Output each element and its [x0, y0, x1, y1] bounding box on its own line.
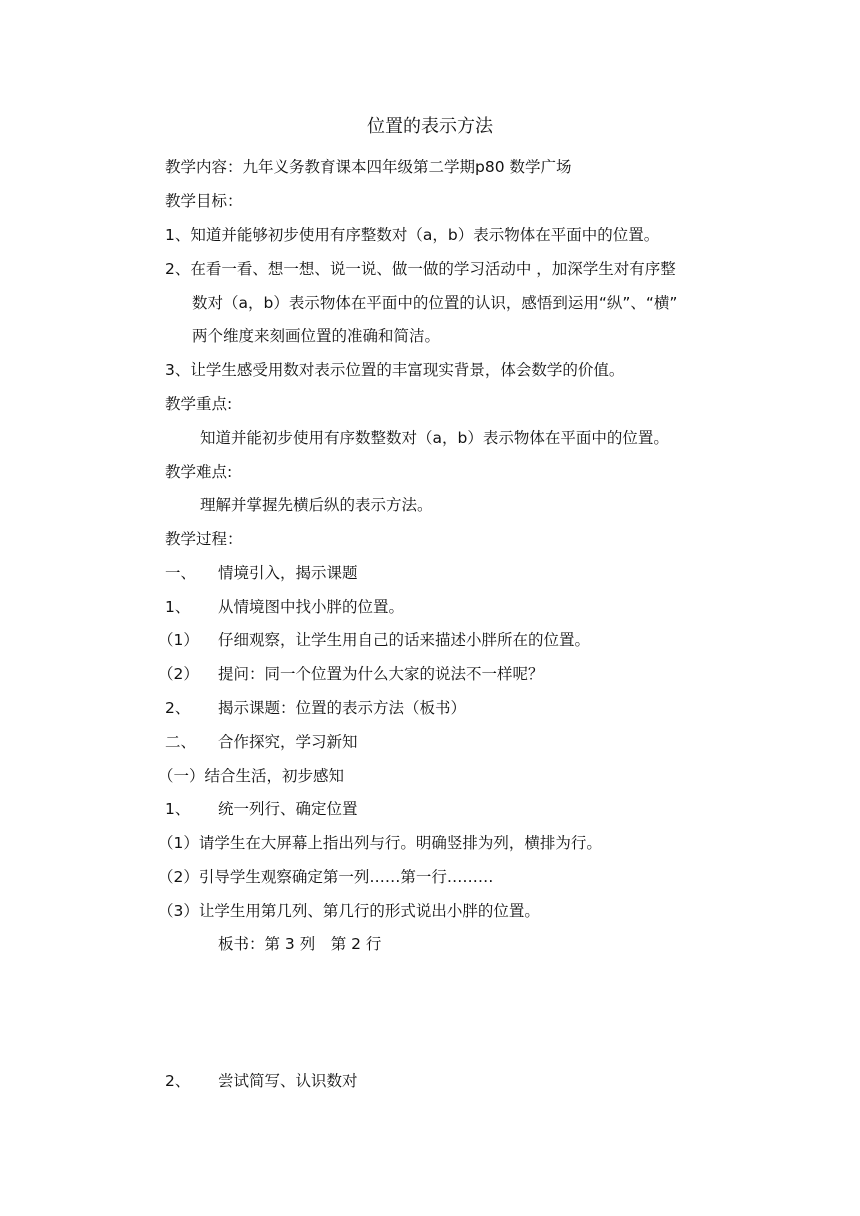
subsection-heading: （一）结合生活，初步感知 — [158, 767, 345, 785]
key-point: 知道并能初步使用有序数整数对（a，b）表示物体在平面中的位置。 — [200, 429, 669, 447]
last-step-marker: 2、 — [165, 1072, 191, 1090]
part-2-text: 合作探究，学习新知 — [218, 733, 358, 751]
step-1-1-text: 仔细观察，让学生用自己的话来描述小胖所在的位置。 — [218, 631, 591, 649]
goal-2-line-1: 2、在看一看、想一想、说一说、做一做的学习活动中 ，加深学生对有序整 — [165, 260, 676, 278]
goal-1: 1、知道并能够初步使用有序整数对（a，b）表示物体在平面中的位置。 — [165, 226, 660, 244]
part-1-text: 情境引入，揭示课题 — [218, 564, 358, 582]
teaching-content: 教学内容：九年义务教育课本四年级第二学期p80 数学广场 — [165, 158, 572, 176]
step-1-1-marker: （1） — [158, 631, 199, 649]
sub-item-3: （3）让学生用第几列、第几行的形式说出小胖的位置。 — [158, 902, 540, 920]
step-1-2-text: 提问：同一个位置为什么大家的说法不一样呢？ — [218, 665, 544, 683]
step-1-text: 从情境图中找小胖的位置。 — [218, 598, 405, 616]
step-1-marker: 1、 — [165, 598, 191, 616]
goals-heading: 教学目标： — [165, 192, 243, 210]
key-heading: 教学重点: — [165, 395, 233, 413]
part-2-marker: 二、 — [165, 733, 197, 751]
sub-item-1: （1）请学生在大屏幕上指出列与行。明确竖排为列，横排为行。 — [158, 834, 602, 852]
goal-2-line-3: 两个维度来刻画位置的准确和简洁。 — [192, 327, 441, 345]
step-1-2-marker: （2） — [158, 665, 199, 683]
goal-2-line-2: 数对（a，b）表示物体在平面中的位置的认识，感悟到运用“纵”、“横” — [192, 294, 678, 312]
step-2-marker: 2、 — [165, 699, 191, 717]
difficulty-heading: 教学难点: — [165, 463, 233, 481]
step-2-text: 揭示课题：位置的表示方法（板书） — [218, 699, 467, 717]
document-title: 位置的表示方法 — [367, 116, 493, 137]
difficulty: 理解并掌握先横后纵的表示方法。 — [200, 496, 433, 514]
last-step-text: 尝试简写、认识数对 — [218, 1072, 358, 1090]
process-heading: 教学过程： — [165, 530, 243, 548]
unify-step-text: 统一列行、确定位置 — [218, 800, 358, 818]
unify-step-marker: 1、 — [165, 800, 191, 818]
board-note: 板书：第 3 列 第 2 行 — [218, 935, 382, 953]
sub-item-2: （2）引导学生观察确定第一列……第一行……… — [158, 868, 494, 886]
goal-3: 3、让学生感受用数对表示位置的丰富现实背景，体会数学的价值。 — [165, 361, 625, 379]
part-1-marker: 一、 — [165, 564, 197, 582]
